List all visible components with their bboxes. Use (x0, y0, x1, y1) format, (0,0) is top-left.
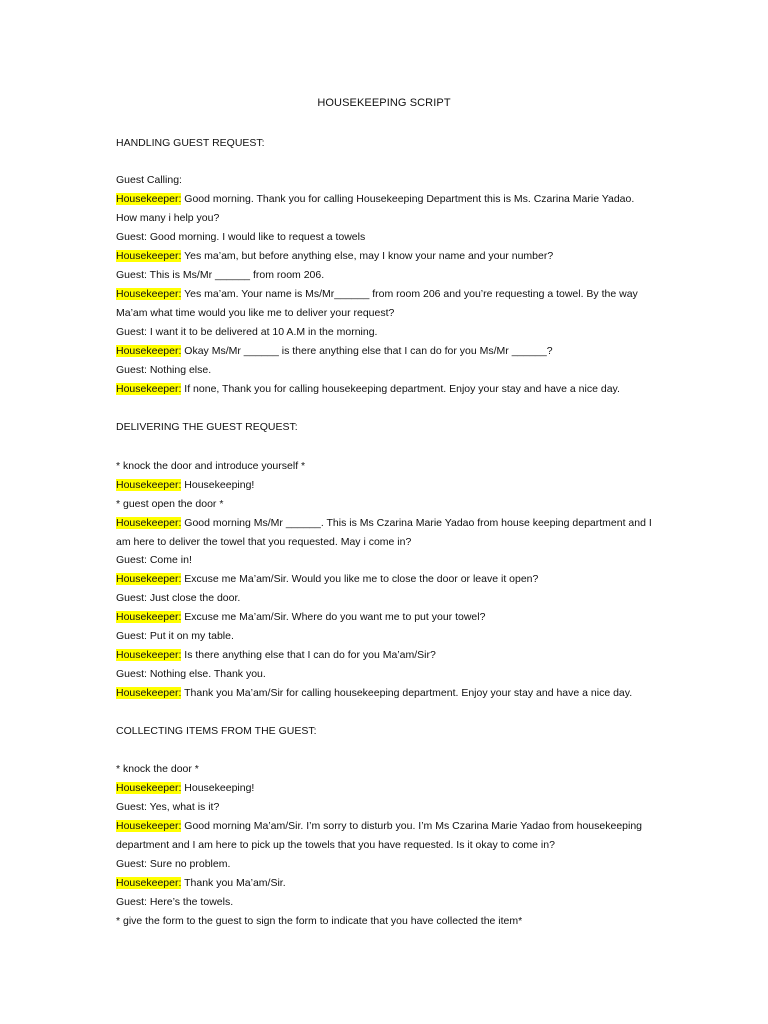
line-text: Housekeeping! (181, 782, 255, 794)
line-text: Excuse me Ma’am/Sir. Would you like me to close the door or leave it open? (181, 573, 539, 585)
line-text: Good morning Ma’am/Sir. I’m sorry to disturb you. I’m Ms Czarina Marie Yadao from housekeeping (181, 820, 643, 832)
script-line (116, 914, 656, 928)
speaker-label: Housekeeper: (116, 820, 182, 832)
script-line (116, 344, 656, 358)
line-text: Excuse me Ma’am/Sir. Where do you want me to put your towel? (181, 611, 486, 623)
line-text: Guest: Just close the door. (116, 592, 241, 604)
script-line (116, 136, 656, 150)
script-line (116, 249, 656, 263)
line-text: How many i help you? (116, 212, 220, 224)
script-line (116, 781, 656, 795)
line-text: Guest: Sure no problem. (116, 858, 231, 870)
line-text: * knock the door and introduce yourself * (116, 460, 306, 472)
speaker-label: Housekeeper: (116, 611, 182, 623)
line-text: Thank you Ma’am/Sir for calling housekeeping department. Enjoy your stay and have a nice day. (181, 687, 633, 699)
script-line (116, 325, 656, 339)
line-text: COLLECTING ITEMS FROM THE GUEST: (116, 725, 317, 737)
speaker-label: Housekeeper: (116, 649, 182, 661)
line-text: Guest Calling: (116, 174, 182, 186)
line-text: department and I am here to pick up the towels that you have requested. Is it okay to come in? (116, 839, 555, 851)
script-line (116, 876, 656, 890)
line-text: Guest: This is Ms/Mr ______ from room 206. (116, 269, 325, 281)
script-line (116, 800, 656, 814)
speaker-label: Housekeeper: (116, 193, 182, 205)
script-line (116, 173, 656, 187)
line-text: Guest: Nothing else. Thank you. (116, 668, 266, 680)
script-line (116, 230, 656, 244)
line-text: HANDLING GUEST REQUEST: (116, 137, 265, 149)
script-line (116, 535, 656, 549)
script-line (116, 857, 656, 871)
line-text: Okay Ms/Mr ______ is there anything else that I can do for you Ms/Mr ______? (181, 345, 553, 357)
script-line (116, 516, 656, 530)
script-line (116, 895, 656, 909)
line-text: Yes ma’am. Your name is Ms/Mr______ from room 206 and you’re requesting a towel. By the way (181, 288, 638, 300)
speaker-label: Housekeeper: (116, 782, 182, 794)
script-line (116, 363, 656, 377)
speaker-label: Housekeeper: (116, 877, 182, 889)
script-line (116, 648, 656, 662)
line-text: Guest: Good morning. I would like to request a towels (116, 231, 366, 243)
line-text: * knock the door * (116, 763, 199, 775)
line-text: Housekeeping! (181, 479, 255, 491)
line-text: If none, Thank you for calling housekeeping department. Enjoy your stay and have a nice day. (181, 383, 620, 395)
line-text: Ma’am what time would you like me to deliver your request? (116, 307, 395, 319)
line-text: Guest: I want it to be delivered at 10 A.M in the morning. (116, 326, 378, 338)
page-title: HOUSEKEEPING SCRIPT (317, 97, 451, 109)
speaker-label: Housekeeper: (116, 345, 182, 357)
script-line (116, 287, 656, 301)
script-line (116, 667, 656, 681)
script-line (116, 211, 656, 225)
script-line (116, 459, 656, 473)
line-text: Guest: Here’s the towels. (116, 896, 234, 908)
speaker-label: Housekeeper: (116, 250, 182, 262)
speaker-label: Housekeeper: (116, 383, 182, 395)
script-line (116, 724, 656, 738)
line-text: DELIVERING THE GUEST REQUEST: (116, 421, 298, 433)
script-line (116, 497, 656, 511)
speaker-label: Housekeeper: (116, 479, 182, 491)
line-text: Guest: Come in! (116, 554, 192, 566)
script-line (116, 591, 656, 605)
script-line (116, 572, 656, 586)
script-line (116, 629, 656, 643)
speaker-label: Housekeeper: (116, 687, 182, 699)
script-line (116, 686, 656, 700)
script-line (116, 306, 656, 320)
script-line (116, 478, 656, 492)
speaker-label: Housekeeper: (116, 288, 182, 300)
line-text: Thank you Ma’am/Sir. (181, 877, 286, 889)
line-text: Is there anything else that I can do for you Ma’am/Sir? (181, 649, 436, 661)
line-text: Guest: Nothing else. (116, 364, 212, 376)
script-line (116, 192, 656, 206)
speaker-label: Housekeeper: (116, 517, 182, 529)
line-text: Good morning. Thank you for calling Housekeeping Department this is Ms. Czarina Marie Yadao. (181, 193, 635, 205)
line-text: Guest: Put it on my table. (116, 630, 234, 642)
line-text: Guest: Yes, what is it? (116, 801, 220, 813)
script-line (116, 762, 656, 776)
script-line (116, 382, 656, 396)
line-text: * guest open the door * (116, 498, 224, 510)
script-line (116, 819, 656, 833)
line-text: Yes ma’am, but before anything else, may I know your name and your number? (181, 250, 554, 262)
script-line (116, 610, 656, 624)
line-text: am here to deliver the towel that you requested. May i come in? (116, 536, 412, 548)
line-text: * give the form to the guest to sign the form to indicate that you have collected the item* (116, 915, 523, 927)
script-line (116, 553, 656, 567)
script-line (116, 838, 656, 852)
speaker-label: Housekeeper: (116, 573, 182, 585)
script-line (116, 420, 656, 434)
script-line (116, 268, 656, 282)
line-text: Good morning Ms/Mr ______. This is Ms Czarina Marie Yadao from house keeping department and I (181, 517, 652, 529)
